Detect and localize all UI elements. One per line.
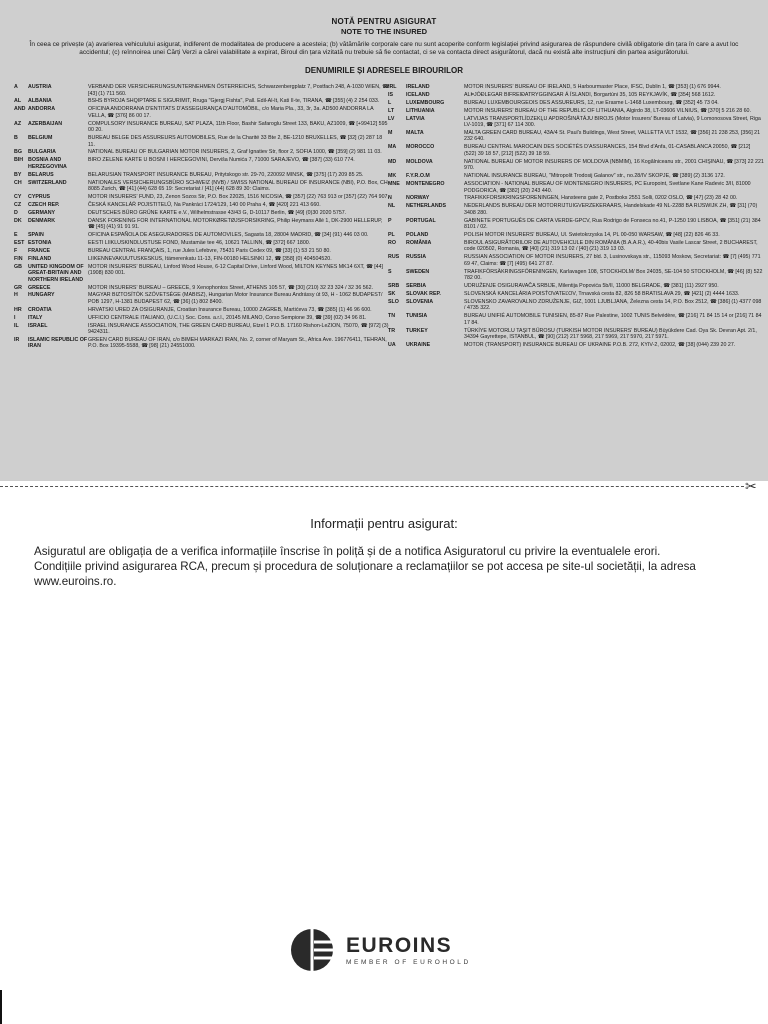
bureau-country-name: MALTA [406, 129, 424, 136]
bureau-country-code: NL [388, 203, 396, 210]
brand-name: EUROINS [346, 933, 453, 957]
bureau-entry [388, 84, 764, 91]
bureau-country-name: NORWAY [406, 195, 430, 202]
bureau-country-name: ISRAEL [28, 322, 48, 329]
note-subtitle: NOTE TO THE INSURED [340, 27, 428, 36]
bureau-country-name: CROATIA [28, 306, 52, 313]
bureau-country-code: LV [388, 115, 395, 122]
bureau-country-name: UNITED KINGDOM OF GREAT-BRITAIN AND NORTHERN IRELAND [28, 263, 84, 283]
bureau-entry [14, 98, 390, 105]
bureau-country-name: LATVIA [406, 115, 425, 122]
bureau-country-name: LUXEMBOURG [406, 99, 445, 106]
bureau-entry [14, 248, 390, 255]
bureau-entry [388, 313, 764, 326]
bureau-details: NATIONAL BUREAU OF MOTOR INSURERS OF MOLDOVA (NBMIM), 16 Kogălniceanu str., 2001 CHIŞINAU, ☎ [373] 22 221 970. [464, 158, 764, 172]
bureaus-heading: DENUMIRILE ȘI ADRESELE BIROURILOR [305, 66, 463, 75]
bureau-country-code: CH [14, 179, 22, 186]
bureau-country-name: DENMARK [28, 217, 56, 224]
euroins-logo-icon [290, 928, 334, 972]
bureau-country-code: TN [388, 313, 396, 320]
scissors-icon: ✂ [745, 478, 757, 494]
bureau-country-code: GB [14, 263, 22, 270]
bureau-country-code: SRB [388, 283, 400, 290]
bureau-entry [14, 202, 390, 209]
bureau-entry [14, 256, 390, 263]
bureau-country-code: MNE [388, 181, 400, 188]
bureau-country-name: ISLAMIC REPUBLIC OF IRAN [28, 336, 88, 350]
bureau-country-code: GR [14, 284, 22, 291]
bureau-country-name: POLAND [406, 232, 429, 239]
bureau-entry [388, 108, 764, 115]
bureau-country-code: N [388, 195, 392, 202]
bureau-entry [14, 135, 390, 148]
bureau-country-code: MA [388, 144, 397, 151]
bureau-details: NEDERLANDS BUREAU DER MOTORRIJTUIGVERZEKERAARS, Handelskade 49 NL-2288 BA RIJSWIJK ZH, ☎ [31] (70) 3408 280. [464, 203, 758, 216]
bureau-details: GABINETE PORTUGUÊS DE CARTA VERDE-GPCV, Rua Rodrigo de Fonseca no.41, P-1250 190 LISBOA, ☎ [351] (21) 384 8101 / 02. [464, 217, 761, 231]
cut-line [0, 486, 744, 487]
bureau-details: MOTOR INSURERS' FUND, 23, Zenon Sozos Str, P.O. Box 22025, 1516 NICOSIA, ☎ [357] (22) 763 913 or [357] (22) 764 907. [88, 194, 389, 201]
bureau-entry [388, 254, 764, 267]
info-paragraph-obligation: Asiguratul are obligația de a verifica informațiile înscrise în poliță și de a notifica Asiguratorul cu privire la eventualele erori. [34, 545, 661, 558]
bureau-details: LIIKENNEVAKUUTUSKESKUS, Itämerenkatu 11-13, FIN-00180 HELSINKI 12, ☎ [358] (0) 404504520. [88, 255, 332, 262]
bureau-country-name: F.Y.R.O.M [406, 173, 430, 180]
brand-tagline: MEMBER OF EUROHOLD [346, 958, 471, 966]
bureau-country-name: GREECE [28, 284, 51, 291]
bureau-country-name: BOSNIA AND HERZEGOVINA [28, 157, 67, 170]
bureau-entry [388, 299, 764, 312]
bureau-country-name: MOLDOVA [406, 158, 433, 165]
bureau-details: UDRUŽENJE OSIGURAVAČA SRBIJE, Milentija Popovića 5b/II, 11000 BELGRADE, ☎ [381] (11) 2927 950. [464, 283, 719, 290]
bureau-country-name: AUSTRIA [28, 84, 52, 90]
bureau-country-code: LT [388, 107, 395, 114]
bureau-country-code: F [14, 247, 18, 254]
info-body [34, 544, 744, 589]
bureau-country-code: AL [14, 98, 22, 105]
bureau-entry [388, 195, 764, 202]
bureau-details: ALÞJÓÐLEGAR BIFREIÐATRYGGINGAR Á ÍSLANDI, Borgartúni 35, 105 REYKJAVÍK, ☎ [354] 568 1612. [464, 91, 716, 98]
bureau-country-code: MD [388, 158, 397, 165]
bureau-country-code: I [14, 314, 16, 321]
bureau-country-name: SLOVAK REP. [406, 291, 441, 298]
bureau-entry [388, 116, 764, 129]
bureau-country-code: SLO [388, 298, 399, 305]
bureau-entry [388, 291, 764, 298]
bureaus-list-right [388, 84, 764, 350]
bureau-country-name: BELARUS [28, 171, 54, 178]
bureau-country-code: RUS [388, 254, 400, 261]
bureau-entry [14, 292, 390, 305]
bureau-country-name: FINLAND [28, 255, 52, 262]
bureau-country-code: FIN [14, 255, 23, 262]
bureau-country-code: S [388, 268, 392, 275]
bureau-entry [388, 181, 764, 194]
bureau-country-name: UKRAINE [406, 342, 431, 349]
bureau-country-code: SK [388, 291, 396, 298]
bureau-country-name: ITALY [28, 314, 43, 321]
bureau-country-code: AND [14, 106, 26, 113]
bureau-details: ISRAEL INSURANCE ASSOCIATION, THE GREEN CARD BUREAU, Etzel 1 P.O.B. 17160 Rishon-LeZION, 75070, ☎ [972] (3) 9424311. [88, 322, 389, 336]
bureau-entry [388, 269, 764, 282]
bureau-country-name: RUSSIA [406, 254, 427, 261]
bureau-country-name: NETHERLANDS [406, 203, 447, 210]
bureau-country-name: FRANCE [28, 247, 51, 254]
bureau-country-name: SPAIN [28, 232, 44, 239]
bureau-entry [388, 232, 764, 239]
bureau-country-code: L [388, 99, 392, 106]
bureau-entry [14, 210, 390, 217]
bureau-details: MALTA GREEN CARD BUREAU, 43A/4 St. Paul's Buildings, West Street, VALLETTA VLT 1532, ☎ [356] 21 238 253, [356] 21 232 640. [464, 129, 761, 143]
bureau-country-name: GERMANY [28, 209, 56, 216]
bureau-entry [14, 323, 390, 336]
bureau-details: NATIONAL INSURANCE BUREAU, "Mitropolit Trodosij Galanov" str., no.28/IV SKOPJE, ☎ [389] (2) 3136 172. [464, 173, 725, 180]
bureau-entry [388, 328, 764, 341]
bureau-details: MOTOR (TRANSPORT) INSURANCE BUREAU OF UKRAINE P.O.B. 272, KYIV-2, 02002, ☎ [38] (044) 239 20 27. [464, 342, 736, 349]
bureau-country-name: BELGIUM [28, 135, 53, 142]
bureau-entry [14, 84, 390, 97]
bureau-country-name: ESTONIA [28, 239, 52, 246]
bureau-country-name: MOROCCO [406, 144, 435, 151]
bureau-country-name: CZECH REP. [28, 201, 60, 208]
bureau-details: NATIONALES VERSICHERUNGSBÜRO SCHWEIZ (NVB) / SWISS NATIONAL BUREAU OF INSURANCE (NBI), P.O. Box, CH-8085 Zurich, ☎ [41] (44) 628 65 19: Secretariat / [41] (44) 628 89 30: Claims. [88, 179, 390, 193]
bureau-entry [14, 218, 390, 231]
bureau-details: POLISH MOTOR INSURERS' BUREAU, Ul. Swietokrzyska 14, PL 00-050 WARSAW, ☎ [48] (22) 826 46 33. [464, 232, 720, 239]
insured-note-section [0, 0, 768, 481]
bureau-country-code: UA [388, 342, 396, 349]
bureau-details: BUREAU BELGE DES ASSUREURS AUTOMOBILES, Rue de la Charité 33 Bte 2, BE-1210 BRUXELLES, ☎ [32] (2) 287 18 11. [88, 135, 383, 148]
bureau-details: BUREAU UNIFIÉ AUTOMOBILE TUNISIEN, 85-87 Rue Palestine, 1002 TUNIS Belvédère, ☎ [216] 71 84 15 14 or [216] 71 84 17 84. [464, 313, 762, 326]
bureau-country-name: ICELAND [406, 91, 430, 98]
bureau-details: GREEN CARD BUREAU OF IRAN, c/o BIMEH MARKAZI IRAN, No. 2, corner of Maryam St., Africa Ave. 196776411, TEHRAN, P.O. Box 19395-5588, ☎ [98] (21) 24551000. [88, 336, 387, 350]
bureau-entry [14, 315, 390, 322]
bureau-entry [14, 307, 390, 314]
bureau-country-code: EST [14, 239, 25, 246]
bureau-country-name: SLOVENIA [406, 298, 434, 305]
bureau-entry [388, 240, 764, 253]
bureau-details: BUREAU CENTRAL MAROCAIN DES SOCIÉTÉS D'ASSURANCES, 154 Blvd d'Anfa, 01-CASABLANCA 20050, ☎ [212] (522) 39 18 57, [212] (522) 39 18 59. [464, 144, 751, 157]
bureau-country-name: SERBIA [406, 283, 427, 290]
bureau-country-name: ANDORRA [28, 106, 56, 113]
bureau-country-name: TURKEY [406, 327, 428, 334]
bureau-country-code: AZ [14, 120, 22, 127]
bureau-country-name: SWEDEN [406, 268, 430, 275]
bureau-country-code: BY [14, 171, 22, 178]
note-title: NOTĂ PENTRU ASIGURAT [331, 17, 437, 26]
bureau-country-code: HR [14, 306, 22, 313]
bureau-country-code: IS [388, 91, 394, 98]
bureau-country-code: RO [388, 239, 396, 246]
bureau-entry [14, 232, 390, 239]
logo-text [346, 935, 471, 966]
info-paragraph-conditions: Condițiile privind asigurarea RCA, precum și procedura de soluționare a reclamațiilor se pot accesa pe site-ul societății, la adresa www.euroins.ro. [34, 560, 696, 588]
bureau-country-code: IL [14, 322, 19, 329]
bureau-country-code: D [14, 209, 18, 216]
bureau-details: SLOVENSKO ZAVAROVALNO ZDRUŽENJE, GIZ, 1001 LJUBLJANA, Železna cesta 14, P.O. Box 2512, ☎ [386] (1) 4377 098 / 4735 322. [464, 298, 762, 312]
bureau-entry [388, 203, 764, 216]
bureau-country-name: IRELAND [406, 84, 430, 90]
bureau-details: UFFICIO CENTRALE ITALIANO, (U.C.I.) Soc. Cons. a.r.l., 20145 MILANO, Corso Sempione 39, ☎ [39] (02) 34 96 81. [88, 314, 367, 321]
bureau-details: BIRO ZELENE KARTE U BOSNI I HERCEGOVINI, Derviša Numića 7, 71000 SARAJEVO, ☎ [387] (33) 610 774. [88, 157, 355, 164]
bureau-entry [14, 194, 390, 201]
bureau-entry [388, 130, 764, 143]
bureau-country-name: TUNISIA [406, 313, 428, 320]
bureau-entry [14, 264, 390, 284]
bureau-details: MAGYAR BIZTOSÍTÓK SZÖVETSÉGE (MABISZ), Hungarian Motor Insurance Bureau Andrássy út 93, H - 1062 BUDAPEST/ POB 1297, H-1381 BUDAPEST 62, ☎ [36] (1) 802 8400. [88, 292, 383, 305]
bureau-details: MOTOR INSURERS' BUREAU – GREECE, 9 Xenophontos Street, ATHENS 105 57, ☎ [30] (210) 32 23 324 / 32 36 562. [88, 284, 374, 291]
bureau-country-code: DK [14, 217, 22, 224]
bureau-entry [388, 159, 764, 172]
bureau-details: BSHS BYROJA SHQIPTARE E SIGURIMIT, Rruga "Gjergj Fishta", Pall. Edil-Al-It, Kati II-te, TIRANA, ☎ [355] (4) 2 254 033. [88, 98, 380, 105]
bureau-details: DEUTSCHES BÜRO GRÜNE KARTE e.V., Wilhelmstrasse 43/43 G, D-10117 Berlin, ☎ [49] (0)30 2020 5757. [88, 209, 347, 216]
bureau-entry [14, 285, 390, 292]
bureau-country-name: SWITZERLAND [28, 179, 67, 186]
bureau-country-name: CYPRUS [28, 194, 51, 201]
bureau-country-code: IR [14, 336, 20, 343]
bureau-entry [14, 337, 390, 350]
bureau-details: TRAFIKKFORSIKRINGSFORENINGEN, Hansteens gate 2, Postboks 2551 Solli, 0202 OSLO, ☎ [47] (23) 28 42 00. [464, 195, 738, 202]
bureau-details: MOTOR INSURERS' BUREAU OF THE REPUBLIC OF LITHUANIA, Algirdo 38, LT-03606 VILNIUS, ☎ [370] 5 216 28 60. [464, 107, 751, 114]
bureau-details: TÜRKİYE MOTORLU TAŞIT BÜROSU (TURKISH MOTOR INSURERS' BUREAU) Büyükdere Cad. Oya Sk. Devran Apt. 2/1, 34394 Gayrettepe, ISTANBUL, ☎ [90] (212) 217 5968, 217 5969, 217 5970, 217 5971. [464, 327, 757, 341]
bureau-country-code: BIH [14, 157, 24, 164]
bureau-country-code: TR [388, 327, 396, 334]
euroins-logo [290, 928, 471, 972]
bureau-details: SLOVENSKÁ KANCELÁRIA POISŤOVATEĽOV, Trnavská cesta 82, 826 58 BRATISLAVA 29, ☎ [421] (2) 4444 1633. [464, 291, 740, 298]
info-title: Informații pentru asigurat: [310, 516, 458, 531]
bureau-entry [388, 173, 764, 180]
bureau-details: BIROUL ASIGURĂTORILOR DE AUTOVEHICULE DIN ROMÂNIA (B.A.A.R.), 40-40bis Vasile Lascar Street, 2 BUCHAREST, code 020502, Romania, ☎ [40] (21) 319 13 02 / [40] (21) 319 13 03. [464, 239, 758, 253]
bureau-entry [388, 100, 764, 107]
scan-edge-mark [0, 990, 2, 1024]
bureau-entry [14, 180, 390, 193]
bureau-details: TRAFIKFÖRSÄKRINGSFÖRENINGEN, Karlavagen 108, STOCKHOLM/ Box 24035, SE-104 50 STOCKHOLM, ☎ [46] (8) 522 782 00. [464, 268, 763, 282]
bureau-country-code: E [14, 232, 18, 239]
bureau-details: VERBAND DER VERSICHERUNGSUNTERNEHMEN ÖSTERREICHS, Schwarzenbergplatz 7, Postfach 248, A-1030 WIEN, ☎ [43] (1) 711 560. [88, 84, 389, 97]
bureau-country-code: BG [14, 149, 22, 156]
bureau-entry [14, 240, 390, 247]
bureau-details: RUSSIAN ASSOCIATION OF MOTOR INSURERS, 27 bld. 3, Lusinovskaya str., 115093 Moskow, Secretariat: ☎ [7] (495) 771 69 47, Claims: ☎ [7] (495) 641 27 87. [464, 254, 761, 267]
bureau-country-name: HUNGARY [28, 292, 55, 299]
bureau-details: DANSK FORENING FOR INTERNATIONAL MOTORKØRETØJSFORSIKRING, Philip Heymans Allé 1, DK-2900 HELLERUP, ☎ [45] (41) 91 91 91. [88, 217, 383, 231]
bureau-country-name: ROMÂNIA [406, 239, 432, 246]
bureau-country-code: IRL [388, 84, 397, 90]
bureau-country-code: M [388, 129, 393, 136]
bureau-country-code: H [14, 292, 18, 299]
bureau-country-name: AZERBAIJAN [28, 120, 63, 127]
bureau-details: NATIONAL BUREAU OF BULGARIAN MOTOR INSURERS, 2, Graf Ignatiev Str, floor 2, SOFIA 1000, ☎ [359] (2) 981 11 03. [88, 149, 382, 156]
bureau-entry [14, 172, 390, 179]
bureau-entry [388, 218, 764, 231]
bureau-details: HRVATSKI URED ZA OSIGURANJE, Croatian Insurance Bureau, 10000 ZAGREB, Martićeva 73, ☎ [385] (1) 46 96 600. [88, 306, 372, 313]
bureau-entry [388, 342, 764, 349]
bureau-details: ASSOCIATION - NATIONAL BUREAU OF MONTENEGRO INSURERS, PC Europoint, Svetlane Kane Radevic 3/II, 81000 PODGORICA, ☎ [382] (20) 243 440. [464, 181, 751, 194]
bureau-country-name: ALBANIA [28, 98, 52, 105]
bureau-entry [388, 144, 764, 157]
bureau-details: EESTI LIIKLUSKINDLUSTUSE FOND, Mustamäe tee 46, 10621 TALLINN, ☎ [372] 667 1800. [88, 239, 311, 246]
bureau-country-name: PORTUGAL [406, 217, 436, 224]
bureau-details: MOTOR INSURERS' BUREAU, Linford Wood House, 6-12 Capital Drive, Linford Wood, MILTON KEYNES MK14 6XT, ☎ [44] (1908) 830 001. [88, 263, 384, 277]
bureau-entry [14, 106, 390, 119]
bureaus-list-left [14, 84, 390, 351]
bureau-country-name: MONTENEGRO [406, 181, 445, 188]
bureau-entry [388, 283, 764, 290]
bureau-details: BELARUSIAN TRANSPORT INSURANCE BUREAU, Pritytskogo str. 29-70, 220092 MINSK, ☎ [375] (17) 209 85 25. [88, 171, 364, 178]
bureau-entry [14, 157, 390, 170]
bureau-country-code: MK [388, 173, 397, 180]
bureau-details: OFICINA ESPAÑOLA DE ASEGURADORES DE AUTOMOVILES, Sagasta 18, 28004 MADRID, ☎ [34] (91) 446 03 00. [88, 232, 369, 239]
bureau-details: LATVIJAS TRANSPORTLĪDZEKĻU APDROŠINĀTĀJU BIROJS (Motor Insurers' Bureau of Latvia), 9 Lomonosova Street, Riga LV-1019, ☎ [371] 67 114 300. [464, 115, 761, 129]
bureau-details: BUREAU LUXEMBOURGEOIS DES ASSUREURS, 12, rue Erasme L-1468 Luxembourg, ☎ [352] 45 73 04. [464, 99, 719, 106]
bureau-entry [14, 149, 390, 156]
bureau-country-name: BULGARIA [28, 149, 56, 156]
bureau-details: ČESKÁ KANCELÁŘ POJISTITELŮ, Na Pankráci 1724/129, 140 00 Praha 4, ☎ [420] 221 413 660. [88, 201, 321, 208]
bureau-country-name: LITHUANIA [406, 107, 435, 114]
bureau-country-code: P [388, 217, 392, 224]
bureau-country-code: B [14, 135, 18, 142]
note-intro: În ceea ce privește (a) avarierea vehiculului asigurat, indiferent de modalitatea de producere a acesteia; (b) vătămările corporale care nu sunt acoperite conform legislației privind asigurarea de răspundere civilă obligatorie din țara în care a avut loc accidentul; (c) reînnoirea unei Cărți Verzi a cărei valabilitate a expirat, Biroul din țara vizitată nu trebuie să fie contactat, ci se va contacta direct asigurătorul, dacă nu există alte instrucțiuni din partea asigurătorului. [29, 41, 739, 56]
bureau-details: OFICINA ANDORRANA D'ENTITATS D'ASSEGURANÇA D'AUTOMÒBIL, c/o Maria Pla., 33, 3r, 3a. AD500 ANDORRA LA VELLA, ☎ [376] 86 00 17. [88, 106, 374, 119]
bureau-details: COMPULSORY INSURANCE BUREAU, SAT PLAZA, 11th Floor, Bashir Safaroglu Street 133, BAKU, AZ1009, ☎ [+99412] 595 00 20. [88, 120, 388, 134]
bureau-country-code: PL [388, 232, 395, 239]
bureau-country-code: CY [14, 194, 22, 201]
bureau-details: BUREAU CENTRAL FRANÇAIS, 1, rue Jules Lefebvre, 75431 Paris Cedex 09, ☎ [33] (1) 53 21 50 80. [88, 247, 331, 254]
bureau-entry [388, 92, 764, 99]
bureau-details: MOTOR INSURERS' BUREAU OF IRELAND, 5 Harbourmaster Place, IFSC, Dublin 1, ☎ [353] (1) 676 9944. [464, 84, 721, 90]
bureau-country-code: A [14, 84, 18, 90]
bureau-entry [14, 121, 390, 134]
bureau-country-code: CZ [14, 201, 22, 208]
